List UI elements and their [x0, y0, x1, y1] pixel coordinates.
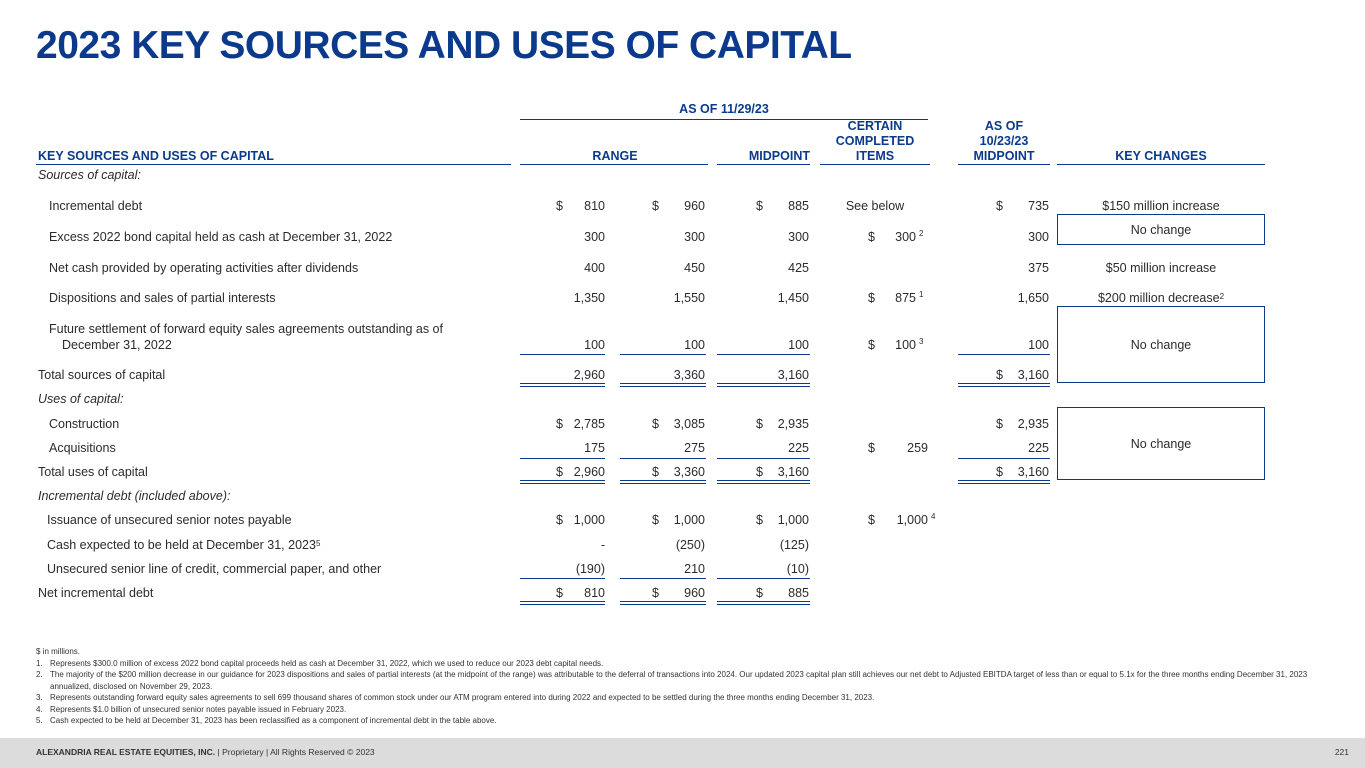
- range-high: 960: [684, 586, 705, 600]
- page-number: 221: [1334, 747, 1349, 757]
- prior-midpoint: 1,650: [1017, 291, 1049, 305]
- header-rule-certain: [820, 164, 930, 165]
- prior-midpoint: 375: [1028, 261, 1049, 275]
- range-high: 300: [684, 230, 705, 244]
- range-high: 3,085: [673, 417, 705, 431]
- header-certain-line-2: COMPLETED: [835, 134, 915, 148]
- header-rule-range: [520, 164, 708, 165]
- page-title: 2023 KEY SOURCES AND USES OF CAPITAL: [36, 24, 852, 67]
- row-label: Issuance of unsecured senior notes payable: [47, 513, 292, 527]
- underline-range-high: [620, 578, 706, 579]
- range-low: 810: [584, 199, 605, 213]
- underline-prior: [958, 354, 1050, 355]
- certain-items: 259: [907, 441, 928, 455]
- dollar-sign: $: [556, 513, 563, 527]
- range-low: 2,960: [573, 465, 605, 479]
- dollar-sign: $: [868, 441, 875, 455]
- range-high: 450: [684, 261, 705, 275]
- footer-bar: [0, 738, 1365, 768]
- footnote-number: 3.: [36, 693, 43, 702]
- header-rule-label: [36, 164, 511, 165]
- footnote-text: The majority of the $200 million decrease in our guidance for 2023 dispositions and sales of partial interests (at the midpoint of the range) was attributable to the deferral of transactions into 2024. Our updated 2023 capital plan still achieves our net debt to Adjusted EBITDA target of less than or equal to 5.1x for the three months ending December 31, 2023 annualized, disclosed on November 29, 2023.: [50, 670, 1308, 691]
- underline-range-low: [520, 458, 605, 459]
- range-high: 100: [684, 338, 705, 352]
- dollar-sign: $: [756, 199, 763, 213]
- range-high: 3,360: [673, 465, 705, 479]
- footnote-text: Represents $1.0 billion of unsecured senior notes payable issued in February 2023.: [50, 704, 347, 714]
- midpoint: 100: [788, 338, 809, 352]
- range-low: -: [600, 538, 605, 552]
- row-label: Acquisitions: [49, 441, 116, 455]
- range-low: 1,000: [573, 513, 605, 527]
- footnote-text: Represents $300.0 million of excess 2022 bond capital proceeds held as cash at December 31, 2022, which we used to reduce our 2023 debt capital needs.: [50, 658, 604, 668]
- footnote-1: [36, 658, 1326, 670]
- dollar-sign: $: [868, 338, 875, 352]
- range-low: 1,350: [573, 291, 605, 305]
- footnote-number: 4.: [36, 704, 43, 714]
- header-key-changes: KEY CHANGES: [1115, 149, 1207, 163]
- footnote-ref: 1: [919, 290, 924, 299]
- key-change: $150 million increase: [1102, 199, 1220, 213]
- header-prior-line-2: 10/23/23: [979, 134, 1029, 148]
- footnote-number: 2.: [36, 670, 43, 679]
- header-key-sources: KEY SOURCES AND USES OF CAPITAL: [38, 149, 274, 163]
- no-change-box-1: No change: [1057, 214, 1265, 245]
- dollar-sign: $: [556, 417, 563, 431]
- dollar-sign: $: [756, 513, 763, 527]
- double-underline-range-high: [620, 383, 706, 387]
- footnote-4: [36, 704, 1326, 716]
- certain-items: See below: [845, 199, 905, 213]
- prior-midpoint: 225: [1028, 441, 1049, 455]
- dollar-sign: $: [756, 465, 763, 479]
- dollar-sign: $: [556, 586, 563, 600]
- dollar-sign: $: [996, 368, 1003, 382]
- certain-items: 1,000: [896, 513, 928, 527]
- underline-midpoint: [717, 458, 810, 459]
- footnote-ref: 4: [931, 512, 936, 521]
- range-low: 300: [584, 230, 605, 244]
- footnotes: [36, 646, 1326, 727]
- key-change: $50 million increase: [1105, 261, 1217, 275]
- midpoint: 300: [788, 230, 809, 244]
- range-high: (250): [675, 538, 705, 552]
- row-label-text: Cash expected to be held at December 31, 2023: [47, 538, 316, 552]
- no-change-box-2: No change: [1057, 306, 1265, 383]
- midpoint: 885: [788, 586, 809, 600]
- double-underline-midpoint: [717, 383, 810, 387]
- underline-range-low: [520, 578, 605, 579]
- footnote-text: Cash expected to be held at December 31, 2023 has been reclassified as a component of incremental debt in the table above.: [50, 716, 497, 725]
- header-prior-midpoint: [958, 119, 1050, 164]
- prior-midpoint: 3,160: [1017, 465, 1049, 479]
- range-low: 100: [584, 338, 605, 352]
- dollar-sign: $: [652, 586, 659, 600]
- units-note: $ in millions.: [36, 647, 81, 656]
- footnote-2: [36, 669, 1326, 692]
- midpoint: 1,450: [777, 291, 809, 305]
- row-label: Incremental debt: [49, 199, 143, 213]
- double-underline-midpoint: [717, 480, 810, 484]
- dollar-sign: $: [652, 465, 659, 479]
- range-low: 175: [584, 441, 605, 455]
- dollar-sign: $: [996, 465, 1003, 479]
- header-prior-line-1: AS OF: [984, 119, 1024, 133]
- midpoint: (125): [779, 538, 809, 552]
- range-high: 1,550: [673, 291, 705, 305]
- midpoint: (10): [786, 562, 809, 576]
- double-underline-midpoint: [717, 601, 810, 605]
- row-label: Total uses of capital: [38, 465, 148, 479]
- double-underline-prior: [958, 383, 1050, 387]
- row-label: Construction: [49, 417, 120, 431]
- midpoint: 1,000: [777, 513, 809, 527]
- key-change: [1057, 291, 1265, 306]
- prior-midpoint: 2,935: [1017, 417, 1049, 431]
- range-low: 2,785: [573, 417, 605, 431]
- row-label: Excess 2022 bond capital held as cash at December 31, 2022: [49, 230, 393, 244]
- dollar-sign: $: [868, 513, 875, 527]
- dollar-sign: $: [868, 291, 875, 305]
- footnote-text: Represents outstanding forward equity sales agreements to sell 699 thousand shares of common stock under our ATM program entered into during 2022 and expected to be settled during the three months ending December 31, 2023.: [50, 693, 875, 702]
- dollar-sign: $: [756, 586, 763, 600]
- footer-copyright: [36, 747, 375, 757]
- midpoint: 225: [788, 441, 809, 455]
- row-label: [47, 538, 320, 553]
- midpoint: 425: [788, 261, 809, 275]
- header-certain-line-1: CERTAIN: [847, 119, 903, 133]
- double-underline-range-low: [520, 480, 605, 484]
- midpoint: 3,160: [777, 465, 809, 479]
- dollar-sign: $: [652, 199, 659, 213]
- prior-midpoint: 3,160: [1017, 368, 1049, 382]
- double-underline-prior: [958, 480, 1050, 484]
- midpoint: 3,160: [777, 368, 809, 382]
- header-range: RANGE: [592, 149, 638, 163]
- group-header: AS OF 11/29/23: [679, 102, 769, 116]
- underline-range-high: [620, 354, 706, 355]
- underline-range-high: [620, 458, 706, 459]
- header-certain-items: [820, 119, 930, 164]
- dollar-sign: $: [868, 230, 875, 244]
- prior-midpoint: 735: [1028, 199, 1049, 213]
- section-uses: Uses of capital:: [38, 392, 124, 406]
- range-high: 275: [684, 441, 705, 455]
- header-rule-midpoint: [717, 164, 810, 165]
- row-label-line-2: December 31, 2022: [62, 338, 172, 352]
- header-rule-changes: [1057, 164, 1265, 165]
- double-underline-range-high: [620, 601, 706, 605]
- dollar-sign: $: [556, 465, 563, 479]
- range-high: 960: [684, 199, 705, 213]
- footnote-number: 5.: [36, 716, 43, 725]
- range-low: 400: [584, 261, 605, 275]
- header-certain-line-3: ITEMS: [855, 149, 895, 163]
- dollar-sign: $: [556, 199, 563, 213]
- dollar-sign: $: [996, 417, 1003, 431]
- double-underline-range-low: [520, 601, 605, 605]
- row-label-line-1: Future settlement of forward equity sales agreements outstanding as of: [49, 322, 443, 336]
- footnote-ref: 3: [919, 337, 924, 346]
- key-change-text: $200 million decrease: [1097, 291, 1220, 305]
- header-midpoint: MIDPOINT: [748, 149, 810, 163]
- row-label: Total sources of capital: [38, 368, 166, 382]
- row-label: Net incremental debt: [38, 586, 154, 600]
- prior-midpoint: 300: [1028, 230, 1049, 244]
- midpoint: 2,935: [777, 417, 809, 431]
- midpoint: 885: [788, 199, 809, 213]
- underline-prior: [958, 458, 1050, 459]
- double-underline-range-high: [620, 480, 706, 484]
- footnote-5: [36, 715, 1326, 727]
- range-high: 210: [684, 562, 705, 576]
- dollar-sign: $: [996, 199, 1003, 213]
- header-prior-line-3: MIDPOINT: [973, 149, 1035, 163]
- footnote-3: [36, 692, 1326, 704]
- certain-items: 875: [895, 291, 916, 305]
- header-rule-prior: [958, 164, 1050, 165]
- certain-items: 300: [895, 230, 916, 244]
- no-change-box-3: No change: [1057, 407, 1265, 480]
- underline-range-low: [520, 354, 605, 355]
- range-low: 810: [584, 586, 605, 600]
- footnote-number: 1.: [36, 658, 43, 668]
- footer-company: ALEXANDRIA REAL ESTATE EQUITIES, INC.: [36, 747, 216, 757]
- underline-midpoint: [717, 354, 810, 355]
- footnote-ref: 5: [315, 539, 321, 548]
- row-label: Net cash provided by operating activities after dividends: [49, 261, 359, 275]
- range-high: 1,000: [673, 513, 705, 527]
- footnote-ref: 2: [919, 229, 924, 238]
- prior-midpoint: 100: [1028, 338, 1049, 352]
- range-low: 2,960: [573, 368, 605, 382]
- footer-rights: | Proprietary | All Rights Reserved © 2023: [215, 747, 375, 757]
- range-low: (190): [575, 562, 605, 576]
- underline-midpoint: [717, 578, 810, 579]
- section-sources: Sources of capital:: [38, 168, 141, 182]
- range-high: 3,360: [673, 368, 705, 382]
- section-incremental-debt: Incremental debt (included above):: [38, 489, 231, 503]
- certain-items: 100: [895, 338, 916, 352]
- dollar-sign: $: [652, 513, 659, 527]
- row-label: Unsecured senior line of credit, commercial paper, and other: [47, 562, 382, 576]
- footnote-ref: 2: [1219, 292, 1225, 301]
- double-underline-range-low: [520, 383, 605, 387]
- row-label: Dispositions and sales of partial interests: [49, 291, 276, 305]
- dollar-sign: $: [756, 417, 763, 431]
- dollar-sign: $: [652, 417, 659, 431]
